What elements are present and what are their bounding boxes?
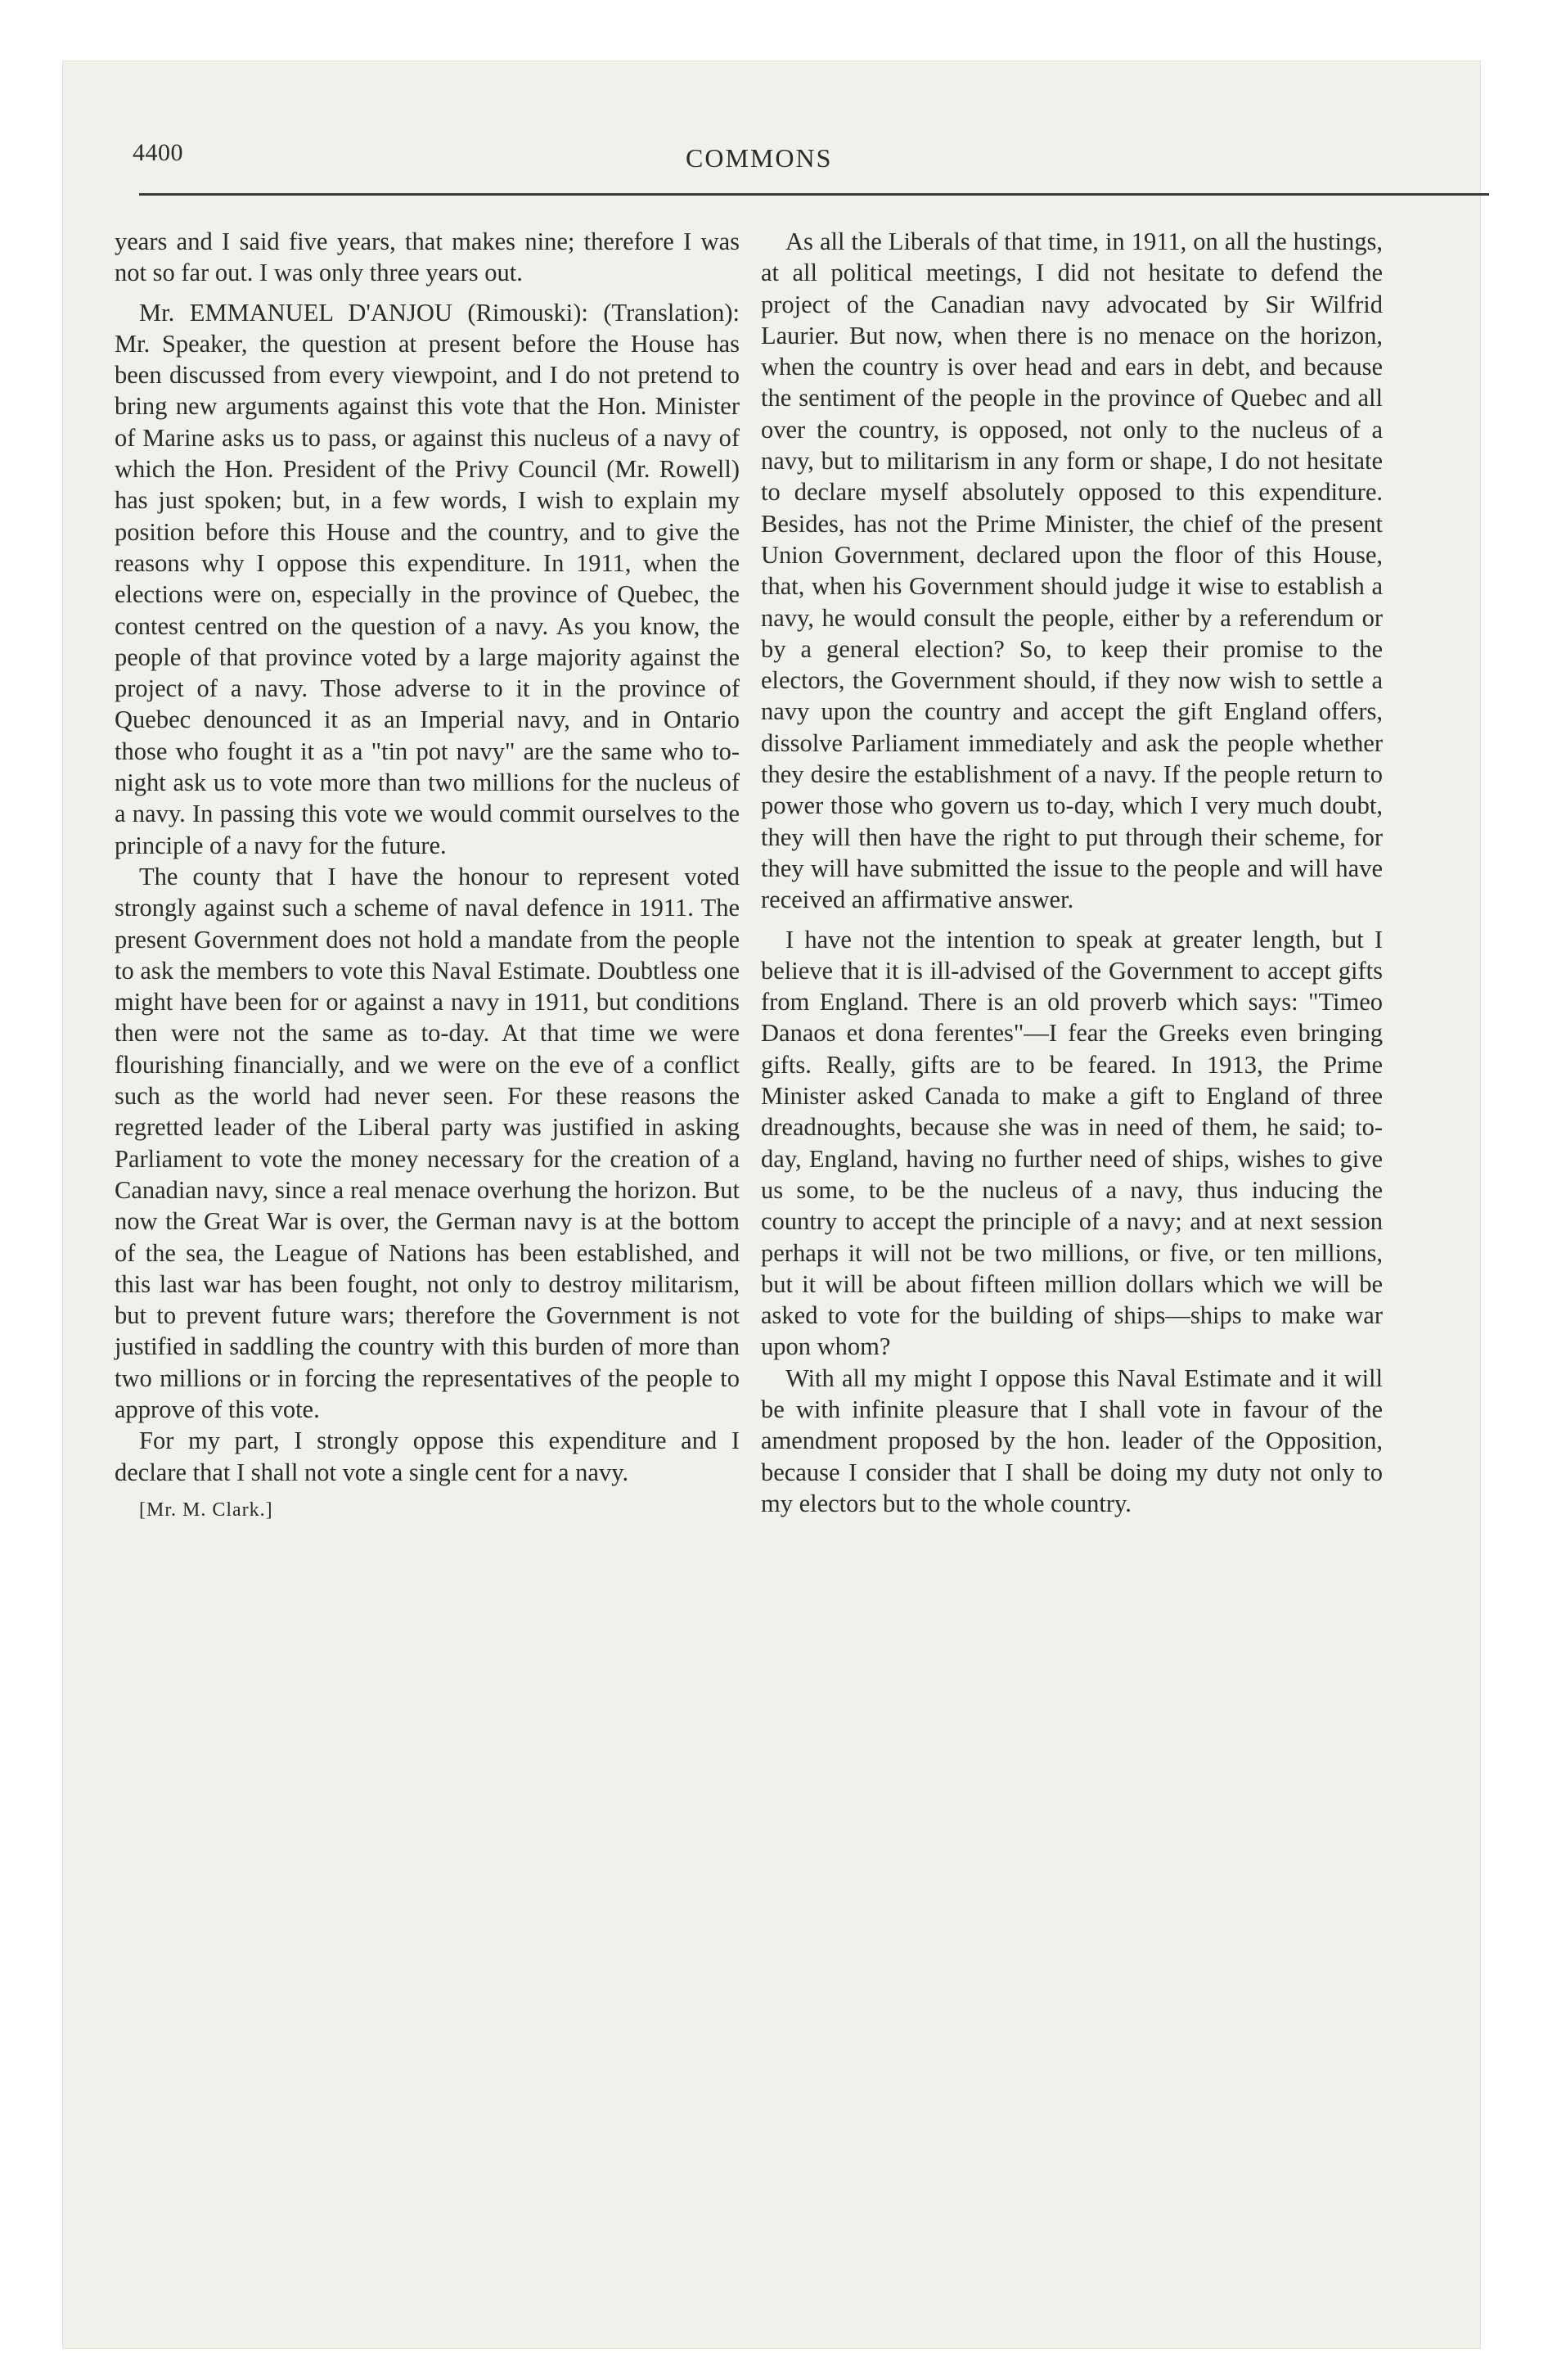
speaker-byline: [Mr. M. Clark.]	[139, 1499, 273, 1521]
paragraph: For my part, I strongly oppose this expenditure and I declare that I shall not vote a single cent for a navy.	[115, 1427, 740, 1486]
header-rule	[139, 193, 1489, 196]
paragraph: With all my might I oppose this Naval Estimate and it will be with infinite pleasure that I shall vote in favour of the amendment proposed by the hon. leader of the Opposition, because I consider that I shall be doing my duty not only to my electors but to the whole country.	[761, 1364, 1383, 1517]
paragraph: I have not the intention to speak at greater length, but I believe that it is ill-advised of the Government to accept gifts from England. There is an old proverb which says: "Timeo Danaos et dona ferentes"—I fear the Greeks even bringing gifts. Really, gifts are to be feared. In 1913, the Prime Minister asked Canada to make a gift to England of three dreadnoughts, because she was in need of them, he said; to-day, England, having no further need of ships, wishes to give us some, to be the nucleus of a navy, thus inducing the country to accept the principle of a navy; and at next session perhaps it will not be two millions, or five, or ten millions, but it will be about fifteen million dollars which we will be asked to vote for the building of ships—ships to make war upon whom?	[761, 925, 1383, 1361]
right-column	[761, 226, 1383, 1519]
speaker-name: Mr. EMMANUEL D'ANJOU (Rimouski):	[139, 298, 588, 327]
speech-text: (Translation): Mr. Speaker, the question at present before the House has been discussed from every viewpoint, and I do not pretend to bring new arguments against this vote that the Hon. Minister of Marine asks us to pass, or against this nucleus of a navy of which the Hon. President of the Privy Council (Mr. Rowell) has just spoken; but, in a few words, I wish to explain my position before this House and the country, and to give the reasons why I oppose this expenditure. In 1911, when the elections were on, especially in the province of Quebec, the contest centred on the question of a navy. As you know, the people of that province voted by a large majority against the project of a navy. Those adverse to it in the province of Quebec denounced it as an Imperial navy, and in Ontario those who fought it as a "tin pot navy" are the same who to-night ask us to vote more than two millions for the nucleus of a navy. In passing this vote we would commit ourselves to the principle of a navy for the future.	[115, 298, 740, 859]
paragraph: The county that I have the honour to represent voted strongly against such a scheme of naval defence in 1911. The present Government does not hold a mandate from the people to ask the members to vote this Naval Estimate. Doubtless one might have been for or against a navy in 1911, but conditions then were not the same as to-day. At that time we were flourishing financially, and we were on the eve of a conflict such as the world had never seen. For these reasons the regretted leader of the Liberal party was justified in asking Parliament to vote the money necessary for the creation of a Canadian navy, since a real menace overhung the horizon. But now the Great War is over, the German navy is at the bottom of the sea, the League of Nations has been established, and this last war has been fought, not only to destroy militarism, but to prevent future wars; therefore the Government is not justified in saddling the country with this burden of more than two millions or in forcing the representatives of the people to approve of this vote.	[115, 862, 740, 1423]
running-head: COMMONS	[686, 143, 833, 173]
page-number: 4400	[133, 139, 183, 166]
paragraph: years and I said five years, that makes nine; therefore I was not so far out. I was only three years out.	[115, 228, 740, 287]
speech-paragraph	[115, 297, 740, 861]
left-column	[115, 226, 740, 1526]
paragraph: As all the Liberals of that time, in 1911, on all the hustings, at all political meetings, I did not hesitate to defend the project of the Canadian navy advocated by Sir Wilfrid Laurier. But now, when there is no menace on the horizon, when the country is over head and ears in debt, and because the sentiment of the people in the province of Quebec and all over the country, is opposed, not only to the nucleus of a navy, but to militarism in any form or shape, I do not hesitate to declare myself absolutely opposed to this expenditure. Besides, has not the Prime Minister, the chief of the present Union Government, declared upon the floor of this House, that, when his Government should judge it wise to establish a navy, he would consult the people, either by a referendum or by a general election? So, to keep their promise to the electors, the Government should, if they now wish to settle a navy upon the country and accept the gift England offers, dissolve Parliament immediately and ask the people whether they desire the establishment of a navy. If the people return to power those who govern us to-day, which I very much doubt, they will then have the right to put through their scheme, for they will have submitted the issue to the people and will have received an affirmative answer.	[761, 228, 1383, 914]
